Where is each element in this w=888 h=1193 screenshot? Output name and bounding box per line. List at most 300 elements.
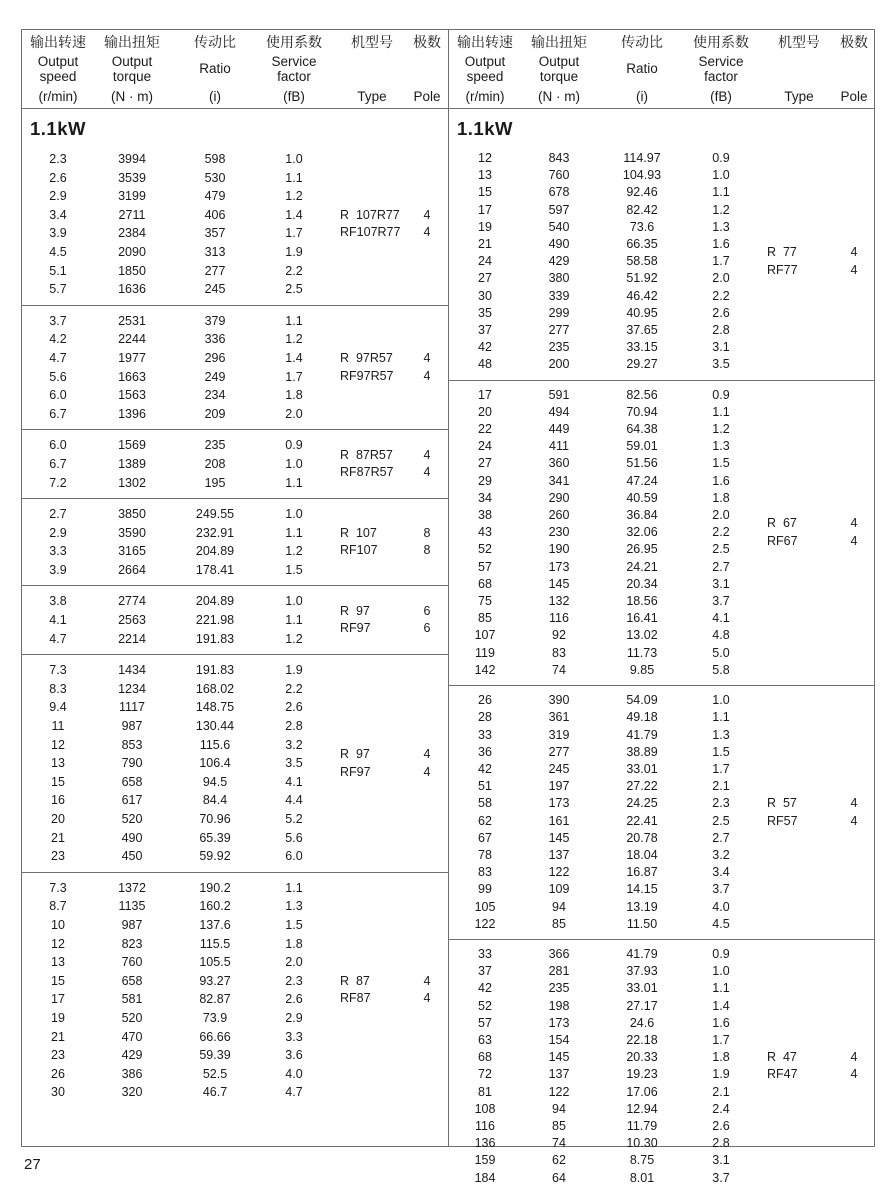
cell-service-factor: 4.1	[285, 774, 303, 789]
table-row	[453, 219, 759, 236]
table-row	[26, 386, 332, 405]
cell-torque: 320	[121, 1085, 143, 1100]
column-header-torque	[90, 35, 174, 104]
column-header-en-speed	[465, 55, 506, 84]
spec-rows	[26, 436, 332, 492]
cell-torque: 658	[121, 774, 143, 789]
cell-ratio: 190.2	[199, 880, 231, 895]
cell-service-factor: 4.5	[712, 916, 730, 931]
type-pole-line	[332, 542, 448, 560]
cell-torque: 235	[548, 981, 570, 996]
column-header-en-line: torque	[539, 68, 579, 84]
cell-ratio: 221.98	[195, 613, 235, 628]
spec-block	[449, 939, 874, 1193]
cell-ratio: 27.22	[626, 779, 658, 794]
cell-speed: 37	[478, 323, 492, 338]
cell-torque: 490	[121, 830, 143, 845]
cell-service-factor: 2.7	[712, 830, 730, 845]
table-row	[26, 455, 332, 474]
table-row	[453, 744, 759, 761]
cell-torque: 380	[548, 271, 570, 286]
cell-speed: 142	[474, 662, 496, 677]
cell-torque: 341	[548, 473, 570, 488]
table-row	[26, 187, 332, 206]
cell-speed: 8.7	[49, 899, 67, 914]
table-row	[26, 680, 332, 699]
table-row	[26, 243, 332, 262]
column-header-cn-pole: 极数	[840, 34, 868, 50]
cell-speed: 12	[51, 936, 65, 951]
cell-ratio: 249	[204, 369, 226, 384]
cell-speed: 43	[478, 525, 492, 540]
column-header-pole	[412, 35, 442, 104]
cell-torque: 1396	[118, 406, 146, 421]
column-header-cn-service-factor: 使用系数	[266, 34, 322, 50]
cell-torque: 116	[549, 611, 569, 626]
cell-service-factor: 1.0	[712, 168, 730, 183]
cell-speed: 33	[478, 727, 492, 742]
cell-ratio: 208	[204, 456, 226, 471]
cell-torque: 597	[548, 202, 570, 217]
cell-service-factor: 4.7	[285, 1085, 303, 1100]
type-pole-line	[332, 350, 448, 368]
table-row	[453, 305, 759, 322]
cell-service-factor: 1.3	[712, 219, 730, 234]
cell-service-factor: 2.8	[712, 1136, 730, 1151]
cell-ratio: 11.50	[626, 916, 658, 931]
table-row	[453, 150, 759, 167]
cell-ratio: 178.41	[195, 562, 235, 577]
table-row	[453, 692, 759, 709]
column-header-unit-pole: Pole	[413, 88, 441, 104]
cell-ratio: 296	[204, 350, 226, 365]
cell-torque: 494	[548, 404, 570, 419]
cell-speed: 21	[478, 237, 492, 252]
cell-speed: 159	[474, 1153, 496, 1168]
cell-speed: 5.6	[49, 369, 67, 384]
cell-service-factor: 2.2	[285, 681, 303, 696]
pole-value: 6	[423, 603, 431, 618]
cell-torque: 1977	[118, 350, 146, 365]
spec-block	[26, 144, 448, 305]
type-pole-line	[759, 533, 874, 551]
cell-ratio: 59.39	[199, 1048, 231, 1063]
cell-service-factor: 2.0	[285, 406, 303, 421]
type-label: R 97R57	[340, 351, 393, 366]
table-row	[453, 1066, 759, 1083]
cell-ratio: 33.01	[626, 761, 658, 776]
cell-ratio: 148.75	[195, 700, 235, 715]
table-row	[453, 830, 759, 847]
type-label: R 47	[767, 1049, 797, 1064]
type-pole-group	[332, 661, 448, 866]
cell-service-factor: 1.6	[712, 1015, 730, 1030]
column-header-en-line: speed	[466, 68, 504, 84]
table-row	[453, 998, 759, 1015]
cell-ratio: 104.93	[622, 168, 662, 183]
cell-speed: 2.3	[49, 152, 67, 166]
pole-value: 4	[423, 368, 431, 383]
cell-speed: 99	[478, 882, 492, 897]
table-row	[453, 1135, 759, 1152]
cell-service-factor: 1.0	[712, 964, 730, 979]
cell-speed: 3.7	[49, 313, 67, 328]
cell-speed: 17	[51, 992, 65, 1007]
cell-ratio: 530	[204, 170, 226, 185]
cell-speed: 116	[475, 1118, 495, 1133]
table-row	[26, 661, 332, 680]
cell-speed: 48	[478, 357, 492, 372]
cell-service-factor: 1.0	[285, 507, 303, 522]
type-pole-line	[332, 764, 448, 782]
table-row	[453, 236, 759, 253]
column-header-pole	[839, 35, 869, 104]
cell-ratio: 277	[204, 263, 226, 278]
cell-torque: 277	[548, 744, 570, 759]
cell-service-factor: 1.1	[285, 313, 303, 328]
table-row	[453, 864, 759, 881]
cell-ratio: 18.56	[626, 594, 658, 609]
cell-speed: 3.3	[49, 544, 67, 559]
column-header-en-line: factor	[277, 68, 311, 84]
cell-torque: 2563	[118, 613, 146, 628]
cell-torque: 200	[548, 357, 570, 372]
cell-speed: 22	[478, 422, 492, 437]
cell-service-factor: 3.2	[285, 737, 303, 752]
cell-speed: 23	[51, 1048, 65, 1063]
spec-rows	[453, 150, 759, 374]
table-row	[26, 717, 332, 736]
column-header-en-torque	[112, 55, 153, 84]
cell-speed: 19	[478, 219, 492, 234]
cell-ratio: 37.65	[626, 323, 658, 338]
cell-service-factor: 1.6	[712, 473, 730, 488]
cell-service-factor: 1.3	[285, 899, 303, 914]
column-header-unit-service-factor: (fB)	[283, 88, 305, 104]
column-header-en-torque	[539, 55, 580, 84]
cell-torque: 198	[548, 998, 570, 1013]
table-row	[453, 593, 759, 610]
column-header-ratio	[601, 35, 683, 104]
cell-torque: 145	[548, 576, 570, 591]
cell-service-factor: 1.0	[285, 152, 303, 166]
cell-speed: 26	[478, 693, 492, 708]
cell-speed: 57	[478, 559, 492, 574]
table-row	[26, 611, 332, 630]
type-label: R 97	[340, 747, 370, 762]
cell-torque: 145	[548, 830, 570, 845]
cell-ratio: 20.34	[626, 576, 658, 591]
cell-service-factor: 1.0	[712, 693, 730, 708]
cell-speed: 17	[478, 202, 492, 217]
cell-service-factor: 2.2	[712, 288, 730, 303]
cell-ratio: 249.55	[195, 507, 235, 522]
type-pole-group	[332, 150, 448, 299]
cell-service-factor: 1.9	[712, 1067, 730, 1082]
cell-service-factor: 0.9	[285, 438, 303, 453]
cell-speed: 13	[51, 756, 65, 771]
panel-body	[449, 109, 874, 1193]
cell-speed: 7.2	[49, 475, 67, 490]
column-header-unit-service-factor: (fB)	[710, 88, 732, 104]
spec-rows	[26, 592, 332, 648]
cell-ratio: 47.24	[626, 473, 658, 488]
type-pole-line	[332, 973, 448, 991]
cell-torque: 520	[121, 1010, 143, 1025]
column-header-cn-torque: 输出扭矩	[531, 34, 587, 50]
pole-value: 4	[423, 764, 431, 779]
cell-torque: 429	[121, 1048, 143, 1063]
cell-service-factor: 4.1	[712, 611, 730, 626]
cell-service-factor: 2.9	[285, 1010, 303, 1025]
cell-ratio: 209	[204, 406, 226, 421]
column-header-cn-speed: 输出转速	[30, 34, 86, 50]
cell-ratio: 58.58	[626, 254, 658, 269]
cell-ratio: 10.30	[626, 1136, 658, 1151]
table-row	[26, 990, 332, 1009]
cell-ratio: 82.56	[626, 387, 658, 402]
cell-speed: 6.7	[49, 456, 67, 471]
table-row	[453, 1049, 759, 1066]
table-row	[453, 576, 759, 593]
type-label: R 97	[340, 603, 370, 618]
cell-ratio: 70.94	[626, 404, 658, 419]
cell-speed: 28	[478, 710, 492, 725]
cell-service-factor: 2.6	[712, 1118, 730, 1133]
cell-ratio: 11.79	[626, 1118, 658, 1133]
spec-rows	[453, 946, 759, 1187]
cell-torque: 62	[552, 1153, 566, 1168]
cell-service-factor: 4.4	[285, 793, 303, 808]
cell-service-factor: 2.0	[712, 271, 730, 286]
cell-service-factor: 1.5	[712, 456, 730, 471]
cell-service-factor: 3.5	[285, 756, 303, 771]
table-row	[453, 559, 759, 576]
cell-torque: 173	[548, 559, 570, 574]
cell-speed: 38	[478, 508, 492, 523]
cell-speed: 4.7	[49, 631, 67, 646]
cell-speed: 85	[478, 611, 492, 626]
pole-value: 8	[423, 543, 431, 558]
type-pole-line	[332, 368, 448, 386]
cell-torque: 137	[548, 847, 570, 862]
cell-torque: 339	[548, 288, 570, 303]
table-row	[453, 339, 759, 356]
cell-service-factor: 3.4	[712, 865, 730, 880]
column-header-cn-torque: 输出扭矩	[104, 34, 160, 50]
cell-ratio: 20.78	[626, 830, 658, 845]
cell-speed: 5.7	[49, 282, 67, 297]
table-row	[26, 592, 332, 611]
cell-ratio: 313	[204, 244, 226, 259]
cell-service-factor: 3.2	[712, 847, 730, 862]
cell-ratio: 84.4	[202, 793, 228, 808]
cell-service-factor: 5.2	[285, 812, 303, 826]
cell-ratio: 160.2	[199, 899, 231, 914]
column-header-cn-type: 机型号	[351, 34, 393, 50]
table-row	[453, 253, 759, 270]
table-row	[453, 778, 759, 795]
cell-torque: 173	[548, 796, 570, 811]
cell-ratio: 82.42	[626, 202, 658, 217]
pole-value: 4	[423, 207, 431, 222]
type-label: RF57	[767, 813, 798, 828]
cell-speed: 11	[51, 719, 65, 734]
cell-speed: 29	[478, 473, 492, 488]
cell-torque: 2664	[118, 562, 146, 577]
cell-service-factor: 4.0	[285, 1066, 303, 1081]
cell-speed: 57	[478, 1015, 492, 1030]
cell-torque: 122	[548, 865, 570, 880]
cell-ratio: 204.89	[195, 594, 235, 609]
cell-torque: 760	[548, 168, 570, 183]
pole-value: 4	[423, 747, 431, 762]
cell-speed: 52	[478, 542, 492, 557]
type-pole-line	[759, 515, 874, 533]
type-label: RF107R77	[340, 225, 401, 240]
pole-value: 4	[850, 245, 858, 260]
table-row	[26, 953, 332, 972]
cell-service-factor: 1.1	[285, 880, 303, 895]
table-row	[453, 404, 759, 421]
column-header-unit-ratio: (i)	[209, 88, 221, 104]
pole-value: 6	[423, 621, 431, 636]
table-row	[26, 169, 332, 188]
pole-value: 4	[423, 991, 431, 1006]
cell-torque: 1117	[119, 700, 145, 715]
cell-speed: 58	[478, 796, 492, 811]
cell-ratio: 41.79	[626, 727, 658, 742]
spec-rows	[26, 150, 332, 299]
cell-torque: 277	[548, 323, 570, 338]
cell-service-factor: 1.3	[712, 439, 730, 454]
pole-value: 4	[423, 351, 431, 366]
column-headers	[449, 30, 874, 109]
column-header-en-line: speed	[39, 68, 77, 84]
type-label: RF77	[767, 262, 798, 277]
table-row	[26, 897, 332, 916]
table-row	[453, 980, 759, 997]
table-row	[26, 972, 332, 991]
cell-speed: 2.9	[49, 525, 67, 540]
cell-ratio: 106.4	[199, 756, 231, 771]
cell-service-factor: 1.5	[285, 562, 303, 577]
cell-torque: 299	[548, 305, 570, 320]
table-row	[26, 405, 332, 424]
cell-torque: 197	[548, 779, 570, 794]
cell-ratio: 232.91	[195, 525, 235, 540]
cell-torque: 3539	[118, 170, 146, 185]
cell-service-factor: 1.0	[285, 456, 303, 471]
cell-service-factor: 1.1	[285, 170, 303, 185]
column-header-en-line: Output	[37, 54, 79, 69]
cell-ratio: 115.5	[199, 936, 231, 951]
spec-block	[22, 585, 448, 654]
cell-speed: 13	[51, 955, 65, 970]
cell-service-factor: 1.8	[285, 388, 303, 403]
cell-speed: 27	[478, 456, 492, 471]
cell-speed: 78	[478, 847, 492, 862]
table-row	[453, 473, 759, 490]
cell-torque: 3165	[118, 544, 146, 559]
cell-torque: 1636	[118, 282, 146, 297]
cell-torque: 260	[548, 508, 570, 523]
cell-service-factor: 0.9	[712, 387, 730, 402]
table-row	[453, 813, 759, 830]
cell-service-factor: 3.1	[712, 576, 730, 591]
cell-torque: 94	[552, 1101, 566, 1116]
type-pole-group	[332, 879, 448, 1102]
cell-torque: 245	[548, 761, 570, 776]
cell-speed: 20	[478, 404, 492, 419]
table-row	[453, 662, 759, 679]
column-header-type	[332, 35, 412, 104]
cell-ratio: 33.01	[626, 981, 658, 996]
table-row	[26, 630, 332, 649]
section-title-power: 1.1kW	[30, 118, 86, 139]
cell-ratio: 59.01	[626, 439, 658, 454]
type-pole-group	[759, 150, 874, 374]
cell-ratio: 65.39	[199, 830, 231, 845]
table-row	[26, 349, 332, 368]
cell-ratio: 22.41	[626, 813, 658, 828]
cell-speed: 42	[478, 981, 492, 996]
cell-torque: 2244	[118, 332, 146, 347]
cell-speed: 9.4	[49, 700, 67, 715]
type-label: RF47	[767, 1067, 798, 1082]
cell-service-factor: 1.5	[285, 917, 303, 932]
cell-service-factor: 1.4	[285, 207, 303, 222]
table-row	[26, 879, 332, 898]
cell-ratio: 115.6	[199, 737, 231, 752]
pole-value: 4	[423, 973, 431, 988]
type-label: R 107	[340, 525, 377, 540]
cell-service-factor: 1.5	[712, 744, 730, 759]
table-row	[453, 761, 759, 778]
table-row	[26, 773, 332, 792]
column-header-cn-type: 机型号	[778, 34, 820, 50]
cell-torque: 1302	[118, 475, 146, 490]
type-pole-line	[759, 1066, 874, 1084]
cell-ratio: 235	[204, 438, 226, 453]
cell-service-factor: 1.2	[712, 422, 730, 437]
column-header-unit-pole: Pole	[840, 88, 868, 104]
table-row	[26, 280, 332, 299]
cell-service-factor: 1.2	[285, 544, 303, 559]
cell-ratio: 46.42	[626, 288, 658, 303]
cell-torque: 2774	[118, 594, 146, 609]
cell-ratio: 479	[204, 189, 226, 204]
cell-speed: 16	[51, 793, 65, 808]
table-row	[453, 1170, 759, 1187]
cell-torque: 843	[548, 151, 570, 165]
cell-torque: 360	[548, 456, 570, 471]
cell-ratio: 12.94	[626, 1101, 658, 1116]
cell-torque: 470	[121, 1029, 143, 1044]
cell-ratio: 17.06	[626, 1084, 658, 1099]
cell-torque: 1569	[118, 438, 146, 453]
table-row	[453, 847, 759, 864]
cell-torque: 987	[121, 917, 143, 932]
pole-value: 4	[423, 447, 431, 462]
column-header-service-factor	[256, 35, 332, 104]
cell-speed: 108	[474, 1101, 496, 1116]
type-pole-line	[332, 447, 448, 465]
cell-service-factor: 2.5	[712, 813, 730, 828]
cell-speed: 4.1	[49, 613, 67, 628]
cell-torque: 74	[552, 1136, 566, 1151]
cell-service-factor: 2.8	[285, 719, 303, 734]
